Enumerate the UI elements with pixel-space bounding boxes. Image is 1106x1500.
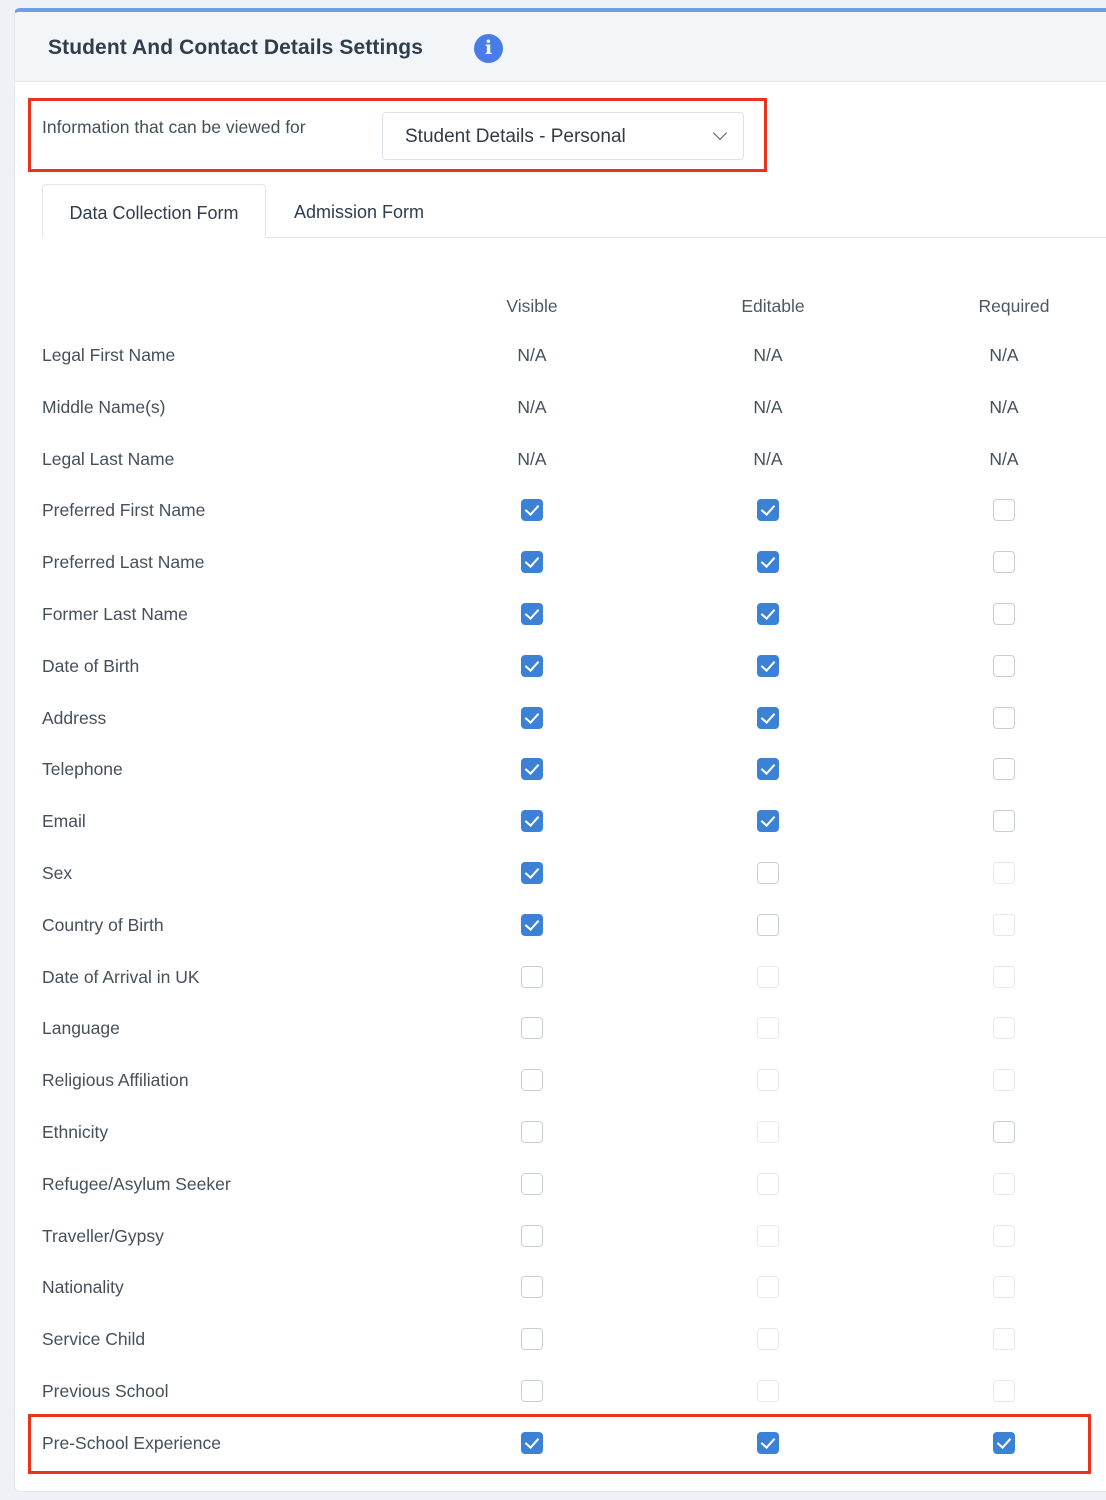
row-label: Nationality	[42, 1277, 124, 1298]
panel-title: Student And Contact Details Settings	[48, 36, 424, 59]
required-cell	[964, 1158, 1044, 1210]
table-row	[15, 381, 1106, 433]
visible-checkbox[interactable]	[521, 1380, 543, 1402]
visible-checkbox[interactable]	[521, 810, 543, 832]
required-checkbox	[993, 1017, 1015, 1039]
editable-checkbox	[757, 1328, 779, 1350]
row-label: Middle Name(s)	[42, 396, 166, 417]
category-select[interactable]	[382, 112, 744, 160]
row-label: Country of Birth	[42, 914, 164, 935]
visible-cell	[492, 433, 572, 485]
required-checkbox[interactable]	[993, 707, 1015, 729]
table-row	[15, 899, 1106, 951]
visible-checkbox[interactable]	[521, 499, 543, 521]
visible-checkbox[interactable]	[521, 1225, 543, 1247]
visible-cell	[492, 588, 572, 640]
required-cell	[964, 484, 1044, 536]
editable-checkbox	[757, 966, 779, 988]
editable-cell	[728, 1365, 808, 1417]
table-row	[15, 1365, 1106, 1417]
row-label: Refugee/Asylum Seeker	[42, 1173, 231, 1194]
row-label: Former Last Name	[42, 604, 188, 624]
row-label: Pre-School Experience	[42, 1432, 221, 1453]
visible-na-text: N/A	[517, 396, 547, 417]
editable-cell	[728, 951, 808, 1003]
table-row	[15, 1210, 1106, 1262]
column-header-editable: Editable	[741, 296, 805, 316]
row-label: Ethnicity	[42, 1122, 109, 1142]
required-checkbox[interactable]	[993, 603, 1015, 625]
visible-checkbox[interactable]	[521, 1328, 543, 1350]
row-label: Telephone	[42, 759, 123, 780]
required-cell	[964, 433, 1044, 485]
tab-data-collection-form[interactable]: Data Collection Form	[42, 184, 266, 238]
visible-cell	[492, 899, 572, 951]
row-label: Email	[42, 811, 86, 832]
row-label: Religious Affiliation	[42, 1070, 189, 1091]
row-label: Date of Arrival in UK	[42, 966, 200, 987]
column-header-visible: Visible	[506, 296, 558, 316]
tab-admission-form[interactable]: Admission Form	[293, 202, 425, 222]
settings-panel	[14, 8, 1106, 1492]
visible-cell	[492, 743, 572, 795]
visible-cell	[492, 1210, 572, 1262]
editable-cell	[728, 692, 808, 744]
table-row	[15, 1158, 1106, 1210]
editable-cell	[728, 1261, 808, 1313]
required-checkbox	[993, 1225, 1015, 1247]
table-row	[15, 329, 1106, 381]
row-label: Legal First Name	[42, 345, 176, 365]
editable-cell	[728, 381, 808, 433]
required-na-text: N/A	[989, 448, 1019, 469]
required-checkbox	[993, 1380, 1015, 1402]
table-row	[15, 951, 1106, 1003]
editable-checkbox	[757, 1380, 779, 1402]
visible-checkbox[interactable]	[521, 1017, 543, 1039]
table-row	[15, 795, 1106, 847]
required-cell	[964, 1054, 1044, 1106]
editable-cell	[728, 1106, 808, 1158]
editable-checkbox	[757, 1276, 779, 1298]
required-cell	[964, 381, 1044, 433]
panel-header	[15, 12, 1106, 82]
required-cell	[964, 743, 1044, 795]
editable-cell	[728, 433, 808, 485]
editable-cell	[728, 847, 808, 899]
visible-cell	[492, 795, 572, 847]
row-label: Preferred First Name	[42, 500, 206, 521]
visible-checkbox[interactable]	[521, 914, 543, 936]
editable-checkbox[interactable]	[757, 551, 779, 573]
visible-checkbox[interactable]	[521, 1276, 543, 1298]
visible-checkbox[interactable]	[521, 707, 543, 729]
table-row	[15, 1106, 1106, 1158]
visible-checkbox[interactable]	[521, 966, 543, 988]
required-checkbox[interactable]	[993, 499, 1015, 521]
visible-cell	[492, 1002, 572, 1054]
required-cell	[964, 1313, 1044, 1365]
visible-cell	[492, 1106, 572, 1158]
visible-na-text: N/A	[517, 448, 547, 469]
editable-checkbox[interactable]	[757, 862, 779, 884]
filter-label: Information that can be viewed for	[42, 117, 306, 137]
visible-checkbox[interactable]	[521, 655, 543, 677]
required-cell	[964, 588, 1044, 640]
editable-cell	[728, 329, 808, 381]
required-checkbox	[993, 1328, 1015, 1350]
required-cell	[964, 692, 1044, 744]
row-label: Traveller/Gypsy	[42, 1225, 164, 1246]
row-label: Date of Birth	[42, 655, 140, 676]
editable-checkbox[interactable]	[757, 603, 779, 625]
info-icon[interactable]: i	[474, 34, 503, 63]
required-cell	[964, 847, 1044, 899]
required-checkbox	[993, 1276, 1015, 1298]
editable-checkbox	[757, 1225, 779, 1247]
column-header-required: Required	[978, 296, 1050, 316]
table-row	[15, 1002, 1106, 1054]
table-row	[15, 1261, 1106, 1313]
row-label: Preferred Last Name	[42, 552, 205, 573]
editable-cell	[728, 536, 808, 588]
category-select-value: Student Details - Personal	[405, 126, 626, 147]
visible-checkbox[interactable]	[521, 603, 543, 625]
visible-checkbox[interactable]	[521, 1069, 543, 1091]
table-row	[15, 1054, 1106, 1106]
required-checkbox[interactable]	[993, 810, 1015, 832]
editable-checkbox	[757, 1121, 779, 1143]
editable-cell	[728, 743, 808, 795]
highlight-box-row	[28, 1414, 1091, 1474]
editable-checkbox[interactable]	[757, 914, 779, 936]
row-label: Previous School	[42, 1381, 169, 1401]
visible-checkbox[interactable]	[521, 1121, 543, 1143]
row-label: Service Child	[42, 1329, 146, 1350]
table-row	[15, 640, 1106, 692]
editable-checkbox[interactable]	[757, 758, 779, 780]
editable-cell	[728, 1158, 808, 1210]
visible-cell	[492, 640, 572, 692]
editable-na-text: N/A	[753, 396, 783, 417]
row-label: Legal Last Name	[42, 448, 175, 469]
required-cell	[964, 536, 1044, 588]
visible-checkbox[interactable]	[521, 1173, 543, 1195]
required-checkbox	[993, 914, 1015, 936]
editable-checkbox[interactable]	[757, 655, 779, 677]
required-checkbox[interactable]	[993, 758, 1015, 780]
visible-cell	[492, 692, 572, 744]
table-row	[15, 536, 1106, 588]
required-cell	[964, 1365, 1044, 1417]
required-na-text: N/A	[989, 345, 1019, 365]
visible-cell	[492, 1261, 572, 1313]
required-cell	[964, 329, 1044, 381]
editable-cell	[728, 1054, 808, 1106]
visible-cell	[492, 847, 572, 899]
required-na-text: N/A	[989, 396, 1019, 417]
required-cell	[964, 1002, 1044, 1054]
visible-cell	[492, 329, 572, 381]
editable-checkbox	[757, 1017, 779, 1039]
required-checkbox	[993, 1173, 1015, 1195]
visible-cell	[492, 381, 572, 433]
table-row	[15, 1313, 1106, 1365]
visible-cell	[492, 1365, 572, 1417]
editable-cell	[728, 640, 808, 692]
table-row	[15, 433, 1106, 485]
required-checkbox[interactable]	[993, 551, 1015, 573]
chevron-down-icon	[713, 126, 727, 140]
required-checkbox[interactable]	[993, 1121, 1015, 1143]
visible-checkbox[interactable]	[521, 862, 543, 884]
visible-checkbox[interactable]	[521, 758, 543, 780]
required-checkbox	[993, 862, 1015, 884]
required-cell	[964, 640, 1044, 692]
visible-cell	[492, 536, 572, 588]
row-label: Address	[42, 707, 107, 728]
visible-cell	[492, 1313, 572, 1365]
table-row	[15, 847, 1106, 899]
required-cell	[964, 1210, 1044, 1262]
table-row	[15, 743, 1106, 795]
required-cell	[964, 899, 1044, 951]
required-cell	[964, 951, 1044, 1003]
editable-checkbox[interactable]	[757, 810, 779, 832]
editable-cell	[728, 795, 808, 847]
visible-cell	[492, 951, 572, 1003]
visible-checkbox[interactable]	[521, 551, 543, 573]
row-label: Language	[42, 1018, 120, 1039]
required-cell	[964, 1106, 1044, 1158]
required-cell	[964, 1261, 1044, 1313]
required-checkbox	[993, 966, 1015, 988]
editable-checkbox	[757, 1069, 779, 1091]
required-checkbox	[993, 1069, 1015, 1091]
editable-cell	[728, 899, 808, 951]
visible-cell	[492, 1054, 572, 1106]
required-cell	[964, 795, 1044, 847]
visible-cell	[492, 1158, 572, 1210]
visible-na-text: N/A	[517, 345, 547, 365]
editable-cell	[728, 588, 808, 640]
table-row	[15, 692, 1106, 744]
editable-cell	[728, 484, 808, 536]
table-row	[15, 588, 1106, 640]
row-label: Sex	[42, 863, 73, 883]
editable-checkbox[interactable]	[757, 707, 779, 729]
editable-checkbox	[757, 1173, 779, 1195]
required-checkbox[interactable]	[993, 655, 1015, 677]
visible-cell	[492, 484, 572, 536]
editable-cell	[728, 1002, 808, 1054]
editable-checkbox[interactable]	[757, 499, 779, 521]
editable-cell	[728, 1313, 808, 1365]
table-row	[15, 484, 1106, 536]
editable-cell	[728, 1210, 808, 1262]
editable-na-text: N/A	[753, 448, 783, 469]
editable-na-text: N/A	[753, 345, 783, 365]
